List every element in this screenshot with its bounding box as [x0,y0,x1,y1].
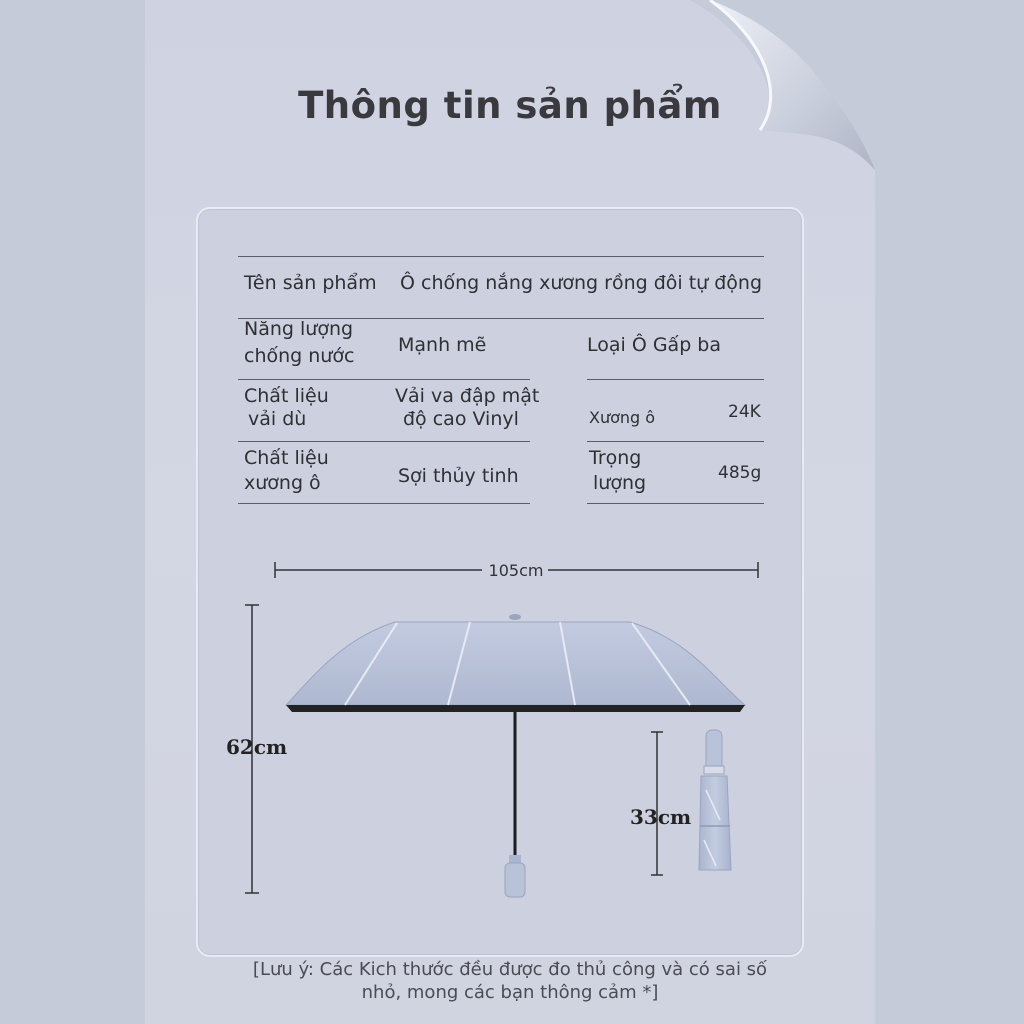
spec-value-weight: 485g [718,463,762,483]
page-title: Thông tin sản phẩm [298,84,722,127]
spec-label-frame-2: xương ô [244,472,321,494]
measurement-note [145,958,875,1004]
folded-height-dimension-line [651,732,663,875]
width-dimension-label: 105cm [488,561,544,580]
spec-value-product-name: Ô chống nắng xương rồng đôi tự động [400,272,763,294]
spec-value-frame: Sợi thủy tinh [398,465,519,487]
spec-label-fabric-1: Chất liệu [244,385,329,407]
measurement-note-line-2: nhỏ, mong các bạn thông cảm *] [361,982,659,1003]
spec-label-weight-1: Trọng [589,447,642,469]
spec-label-product-name: Tên sản phẩm [244,272,377,294]
folded-umbrella-illustration [699,730,731,870]
spec-value-fabric-1: Vải va đập mật [395,385,540,407]
folded-height-label: 33cm [630,805,692,829]
spec-label-fabric-2: vải dù [248,408,307,430]
spec-value-fabric-2: độ cao Vinyl [403,408,519,430]
spec-label-waterproof-1: Năng lượng [244,318,354,340]
spec-value-waterproof: Mạnh mẽ [398,334,487,356]
spec-value-ribs: 24K [728,402,761,422]
spec-label-frame-1: Chất liệu [244,447,329,469]
open-umbrella-illustration [286,614,745,897]
spec-label-waterproof-2: chống nước [244,345,355,367]
open-height-label: 62cm [226,735,288,759]
spec-label-weight-2: lượng [593,472,647,494]
measurement-note-line-1: [Lưu ý: Các Kich thước đều được đo thủ công và có sai số [252,959,768,980]
spec-label-ribs: Xương ô [589,408,656,427]
spec-value-umbrella-type: Loại Ô Gấp ba [587,334,722,356]
